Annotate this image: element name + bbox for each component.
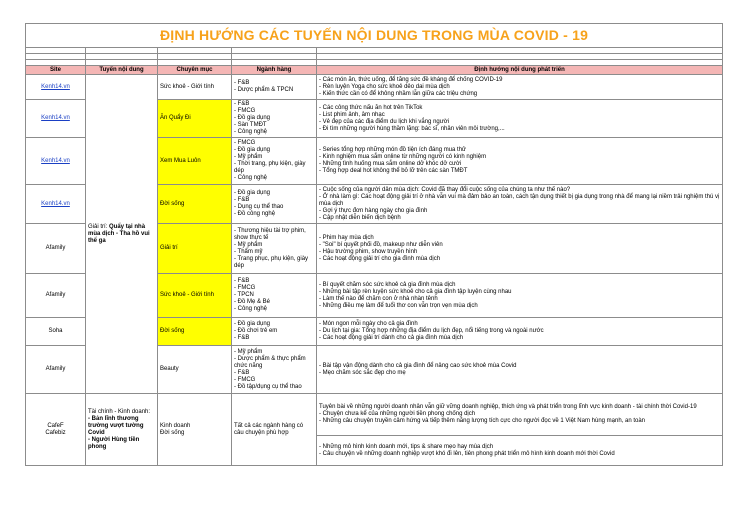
direction-cell: Tuyên bài về những người doanh nhân vẫn giữ vững doanh nghiệp, thích ứng và phát triển trong lĩnh vực kinh doanh - tài chính thời Covid-19 - Chuyện chưa kể của những người tiền phong chống dịch - Những câu chuyện truyền cảm hứng và tiếp thêm năng lượng tích cực cho người đọc về 1 Việt Nam hùng mạnh, an toàn — [317, 394, 723, 436]
header-content-line: Tuyến nội dung — [86, 66, 158, 75]
direction-cell: - Các công thức nấu ăn hot trên TikTok - List phim ảnh, âm nhạc - Vẻ đẹp của các địa điểm du lịch khi vắng người - Đi tìm những người hùng thầm lặng: bác sĩ, nhân viên môi trường,... — [317, 100, 723, 138]
content-line-cell: Tài chính - Kinh doanh: - Bản lĩnh thương trường vượt tường Covid - Người Hùng tiền phong — [86, 394, 158, 466]
header-site: Site — [26, 66, 86, 75]
header-section: Chuyên mục — [158, 66, 232, 75]
site-cell: CafeF Cafebiz — [26, 394, 86, 466]
site-link[interactable]: Kenh14.vn — [41, 115, 70, 121]
table-row — [26, 75, 723, 100]
industry-cell: - F&B - FMCG - Đồ gia dụng - Sàn TMĐT - Công nghệ — [232, 100, 317, 138]
site-cell — [26, 138, 86, 185]
site-cell — [26, 75, 86, 100]
industry-cell: - FMCG - Đồ gia dụng - Mỹ phẩm - Thời trang, phụ kiện, giày dép - Công nghệ — [232, 138, 317, 185]
direction-cell: - Bí quyết chăm sóc sức khoẻ cả gia đình mùa dịch - Những bài tập rèn luyện sức khoẻ cho cả gia đình tập luyện cùng nhau - Làm thế nào để chăm con ở nhà nhàn tênh - Những điều mẹ làm để tuổi thơ con vẫn trọn vẹn mùa dịch — [317, 274, 723, 318]
industry-cell: Tất cả các ngành hàng có câu chuyện phù hợp — [232, 394, 317, 466]
section-cell: Đời sống — [158, 185, 232, 224]
direction-cell: - Món ngon mỗi ngày cho cả gia đình - Du lịch tại gia: Tổng hợp những địa điểm du lịch đẹp, nổi tiếng trong và ngoài nước - Các hoạt động giải trí dành cho cả gia đình mùa dịch — [317, 318, 723, 346]
site-cell: Afamily — [26, 224, 86, 274]
industry-cell: - F&B - Dược phẩm & TPCN — [232, 75, 317, 100]
direction-cell: - Series tổng hợp những món đồ tiện ích đáng mua thử - Kinh nghiệm mua sắm online từ những người có kinh nghiệm - Những tình huống mua sắm online dở khóc dở cười - Tổng hợp deal hot không thể bỏ lỡ trên các sàn TMĐT — [317, 138, 723, 185]
header-direction: Định hướng nội dung phát triển — [317, 66, 723, 75]
section-cell: Kinh doanh Đời sống — [158, 394, 232, 466]
site-cell — [26, 185, 86, 224]
site-cell: Afamily — [26, 274, 86, 318]
site-cell: Afamily — [26, 346, 86, 394]
content-line-label: Tài chính - Kinh doanh: — [88, 408, 151, 415]
header-industry: Ngành hàng — [232, 66, 317, 75]
site-link[interactable]: Kenh14.vn — [41, 83, 70, 90]
industry-cell: - Đồ gia dụng - Đồ chơi trẻ em - F&B — [232, 318, 317, 346]
content-line-prefix: Giải trí: — [88, 223, 110, 230]
header-row — [26, 66, 723, 75]
site-link[interactable]: Kenh14.vn — [41, 157, 70, 164]
content-line-cell — [86, 75, 158, 394]
site-cell: Soha — [26, 318, 86, 346]
industry-cell: - Thương hiệu tài trợ phim, show thực tế - Mỹ phẩm - Thẩm mỹ - Trang phục, phụ kiện, giày dép — [232, 224, 317, 274]
site-link[interactable]: Kenh14.vn — [41, 200, 70, 207]
direction-cell: - Cuộc sống của người dân mùa dịch: Covid đã thay đổi cuộc sống của chúng ta như thế nào? - Ở nhà làm gì: Các hoạt động giải trí ở nhà vẫn vui mà đảm bảo an toàn, cách tận dụng thiết bị gia dụng trong nhà để mang lại niềm trải nghiệm thú vị mùa dịch - Gợi ý thực đơn hàng ngày cho gia đình - Cập nhật diễn biến dịch bệnh — [317, 185, 723, 224]
page-title: ĐỊNH HƯỚNG CÁC TUYẾN NỘI DUNG TRONG MÙA COVID - 19 — [26, 24, 723, 48]
industry-cell: - Đồ gia dụng - F&B - Dụng cụ thể thao - Đồ công nghệ — [232, 185, 317, 224]
section-cell: Beauty — [158, 346, 232, 394]
table-row — [26, 394, 723, 436]
industry-cell: - F&B - FMCG - TPCN - Đồ Mẹ & Bé - Công nghệ — [232, 274, 317, 318]
site-cell — [26, 100, 86, 138]
direction-cell: - Phim hay mùa dịch - "Soi" bí quyết phối đồ, makeup như diễn viên - Hậu trường phim, show truyền hình - Các hoạt động giải trí cho gia đình mùa dịch — [317, 224, 723, 274]
section-cell: Ăn Quẩy Đi — [158, 100, 232, 138]
section-cell: Xem Mua Luôn — [158, 138, 232, 185]
industry-cell: - Mỹ phẩm - Dược phẩm & thực phẩm chức năng - F&B - FMCG - Đồ tập/dụng cụ thể thao — [232, 346, 317, 394]
section-cell: Sức khoẻ - Giới tính — [158, 274, 232, 318]
direction-cell: - Những mô hình kinh doanh mới, tips & share mẹo hay mùa dịch - Câu chuyện về những doanh nghiệp vượt khó đi lên, tiên phong phát triển mô hình kinh doanh mới thời Covid — [317, 436, 723, 466]
section-cell: Giải trí — [158, 224, 232, 274]
content-table — [25, 23, 723, 466]
direction-cell: - Các món ăn, thức uống, để tăng sức đề kháng để chống COVID-19 - Rèn luyện Yoga cho sức khoẻ dẻo dai mùa dịch - Kiến thức cần có để không nhầm lẫn giữa các triệu chứng — [317, 75, 723, 100]
spreadsheet — [25, 23, 722, 466]
section-cell: Đời sống — [158, 318, 232, 346]
direction-cell: - Bài tập vận động dành cho cả gia đình để nâng cao sức khoẻ mùa Covid - Mẹo chăm sóc sắc đẹp cho mẹ — [317, 346, 723, 394]
section-cell: Sức khoẻ - Giới tính — [158, 75, 232, 100]
content-line-title: Quẩy tại nhà mùa dịch - Tha hồ vui thể ga — [88, 223, 150, 244]
